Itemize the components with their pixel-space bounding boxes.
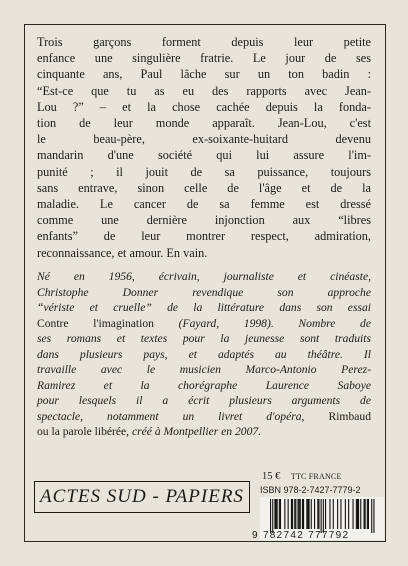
opera-title-cont: ou la parole libérée [37,425,127,438]
bio-line-7: travaille avec le musicien Marco-Antonio Perez- [37,363,371,376]
barcode-bar [274,499,275,529]
bio-line [37,393,371,409]
barcode-bar [356,499,357,529]
bio-line [37,316,371,332]
synopsis-line: sans entrave, sinon celle de l'âge et de la [37,180,371,195]
barcode-bar [348,499,349,529]
barcode-bar [371,499,372,533]
barcode-bar [284,499,285,529]
publisher-logo-text: ACTES SUD - PAPIERS [40,486,244,507]
barcode-bar [325,499,326,529]
barcode-bar [279,499,280,529]
synopsis-line: Trois garçons forment depuis leur petite [37,35,371,49]
barcode-bar [277,499,278,529]
bio-line-1: Né en 1956, écrivain, journaliste et cinéaste, [37,270,371,283]
synopsis-line: mandarin d'une société qui lui assure l'im- [37,148,371,163]
bio-line [37,347,371,363]
synopsis-line: maladie. Le cancer de sa femme est dressé [37,197,371,212]
barcode-bar [288,499,289,529]
synopsis-line: enfants” de leur montrer respect, admiration, [37,229,371,244]
barcode-bar [272,499,273,533]
barcode-bar [323,499,324,533]
barcode-bar [311,499,312,529]
synopsis-line: Lou ?” – et la chose cachée depuis la fonda- [37,99,371,114]
barcode-bar [333,499,334,529]
bio-line [37,362,371,378]
bio-line [37,378,371,394]
synopsis-line: tion de leur monde apparaît. Jean-Lou, c'est [37,116,371,131]
barcode-bar [309,499,310,529]
bio-line-4: (Fayard, 1998). Nombre de [153,316,371,330]
price-region-label: TTC FRANCE [290,472,342,481]
bio-line-10: spectacle, notamment un livret d'opéra, [37,409,305,423]
bio-line-5: ses romans et textes pour la jeunesse sont traduits [37,332,371,345]
barcode-bar [360,499,361,529]
bio-line-11: , créé à Montpellier en 2007. [126,425,262,438]
barcode-bar [270,499,271,533]
bio-line-6: dans plusieurs pays, et adaptés au théâtre. Il [37,347,371,361]
opera-title: Rimbaud [304,409,371,423]
barcode-bar [302,499,303,529]
barcode-bar [314,499,315,529]
barcode-bar [373,499,374,533]
essay-title: Contre l'imagination [37,316,154,330]
bio-line [37,269,371,285]
barcode-bar [317,499,318,529]
synopsis-line: comme une dernière injonction aux “libres [37,213,371,228]
barcode-bar [300,499,301,529]
synopsis-line: reconnaissance, et amour. En vain. [37,245,208,260]
synopsis-line: cinquante ans, Paul lâche sur un ton badin : [37,67,371,82]
barcode-bar [298,499,299,529]
barcode-bar [276,499,277,529]
bio-line [37,285,371,301]
barcode-bar [299,499,300,529]
bio-line-9: pour lesquels il a écrit plusieurs arguments de [37,394,371,407]
barcode-digits: 9 782742 777792 [252,530,350,541]
isbn-label: ISBN 978-2-7427-7779-2 [260,485,361,495]
barcode-bar [294,499,295,529]
barcode-bar [306,499,307,529]
bio-line-3: “vériste et cruelle” de la littérature dans son essai [37,301,371,314]
bio-line [37,331,371,347]
barcode-bar [337,499,338,529]
bio-line [37,409,371,425]
barcode-bar [280,499,281,529]
barcode-bar [345,499,346,529]
synopsis-line: punité ; il jouit de sa puissance, toujours [37,164,371,179]
barcode-bar [358,499,359,529]
barcode-bar [353,499,354,529]
barcode-bar [303,499,304,529]
synopsis-line: enfance une singulière fratrie. Le jour de ses [37,51,371,66]
synopsis-line: le beau-père, ex-soixante-huitard devenu [37,132,371,147]
barcode-bar [368,499,369,529]
price-line [262,471,342,482]
barcode-bar [318,499,319,529]
author-biography [37,269,371,440]
barcode-bar [364,499,365,529]
bio-line [37,424,371,440]
synopsis-paragraph [37,34,371,261]
barcode-bar [357,499,358,529]
barcode-bar [307,499,308,529]
barcode-bar [340,499,341,529]
barcode-bar [329,499,330,529]
barcode-bar [292,499,293,529]
synopsis-line: “Est-ce que tu as eu des rapports avec Jean- [37,83,371,98]
bio-line [37,300,371,316]
barcode-bar [291,499,292,529]
barcode-bar [321,499,322,533]
price-label: 15 € [262,471,281,482]
barcode-bar [295,499,296,529]
barcode-bars [260,497,384,533]
publisher-logo [34,481,250,513]
barcode-bar [365,499,366,529]
bio-line-2: Christophe Donner revendique son approche [37,285,371,299]
barcode-bar [367,499,368,529]
bio-line-8: Ramirez et la chorégraphe Laurence Saboye [37,378,371,392]
